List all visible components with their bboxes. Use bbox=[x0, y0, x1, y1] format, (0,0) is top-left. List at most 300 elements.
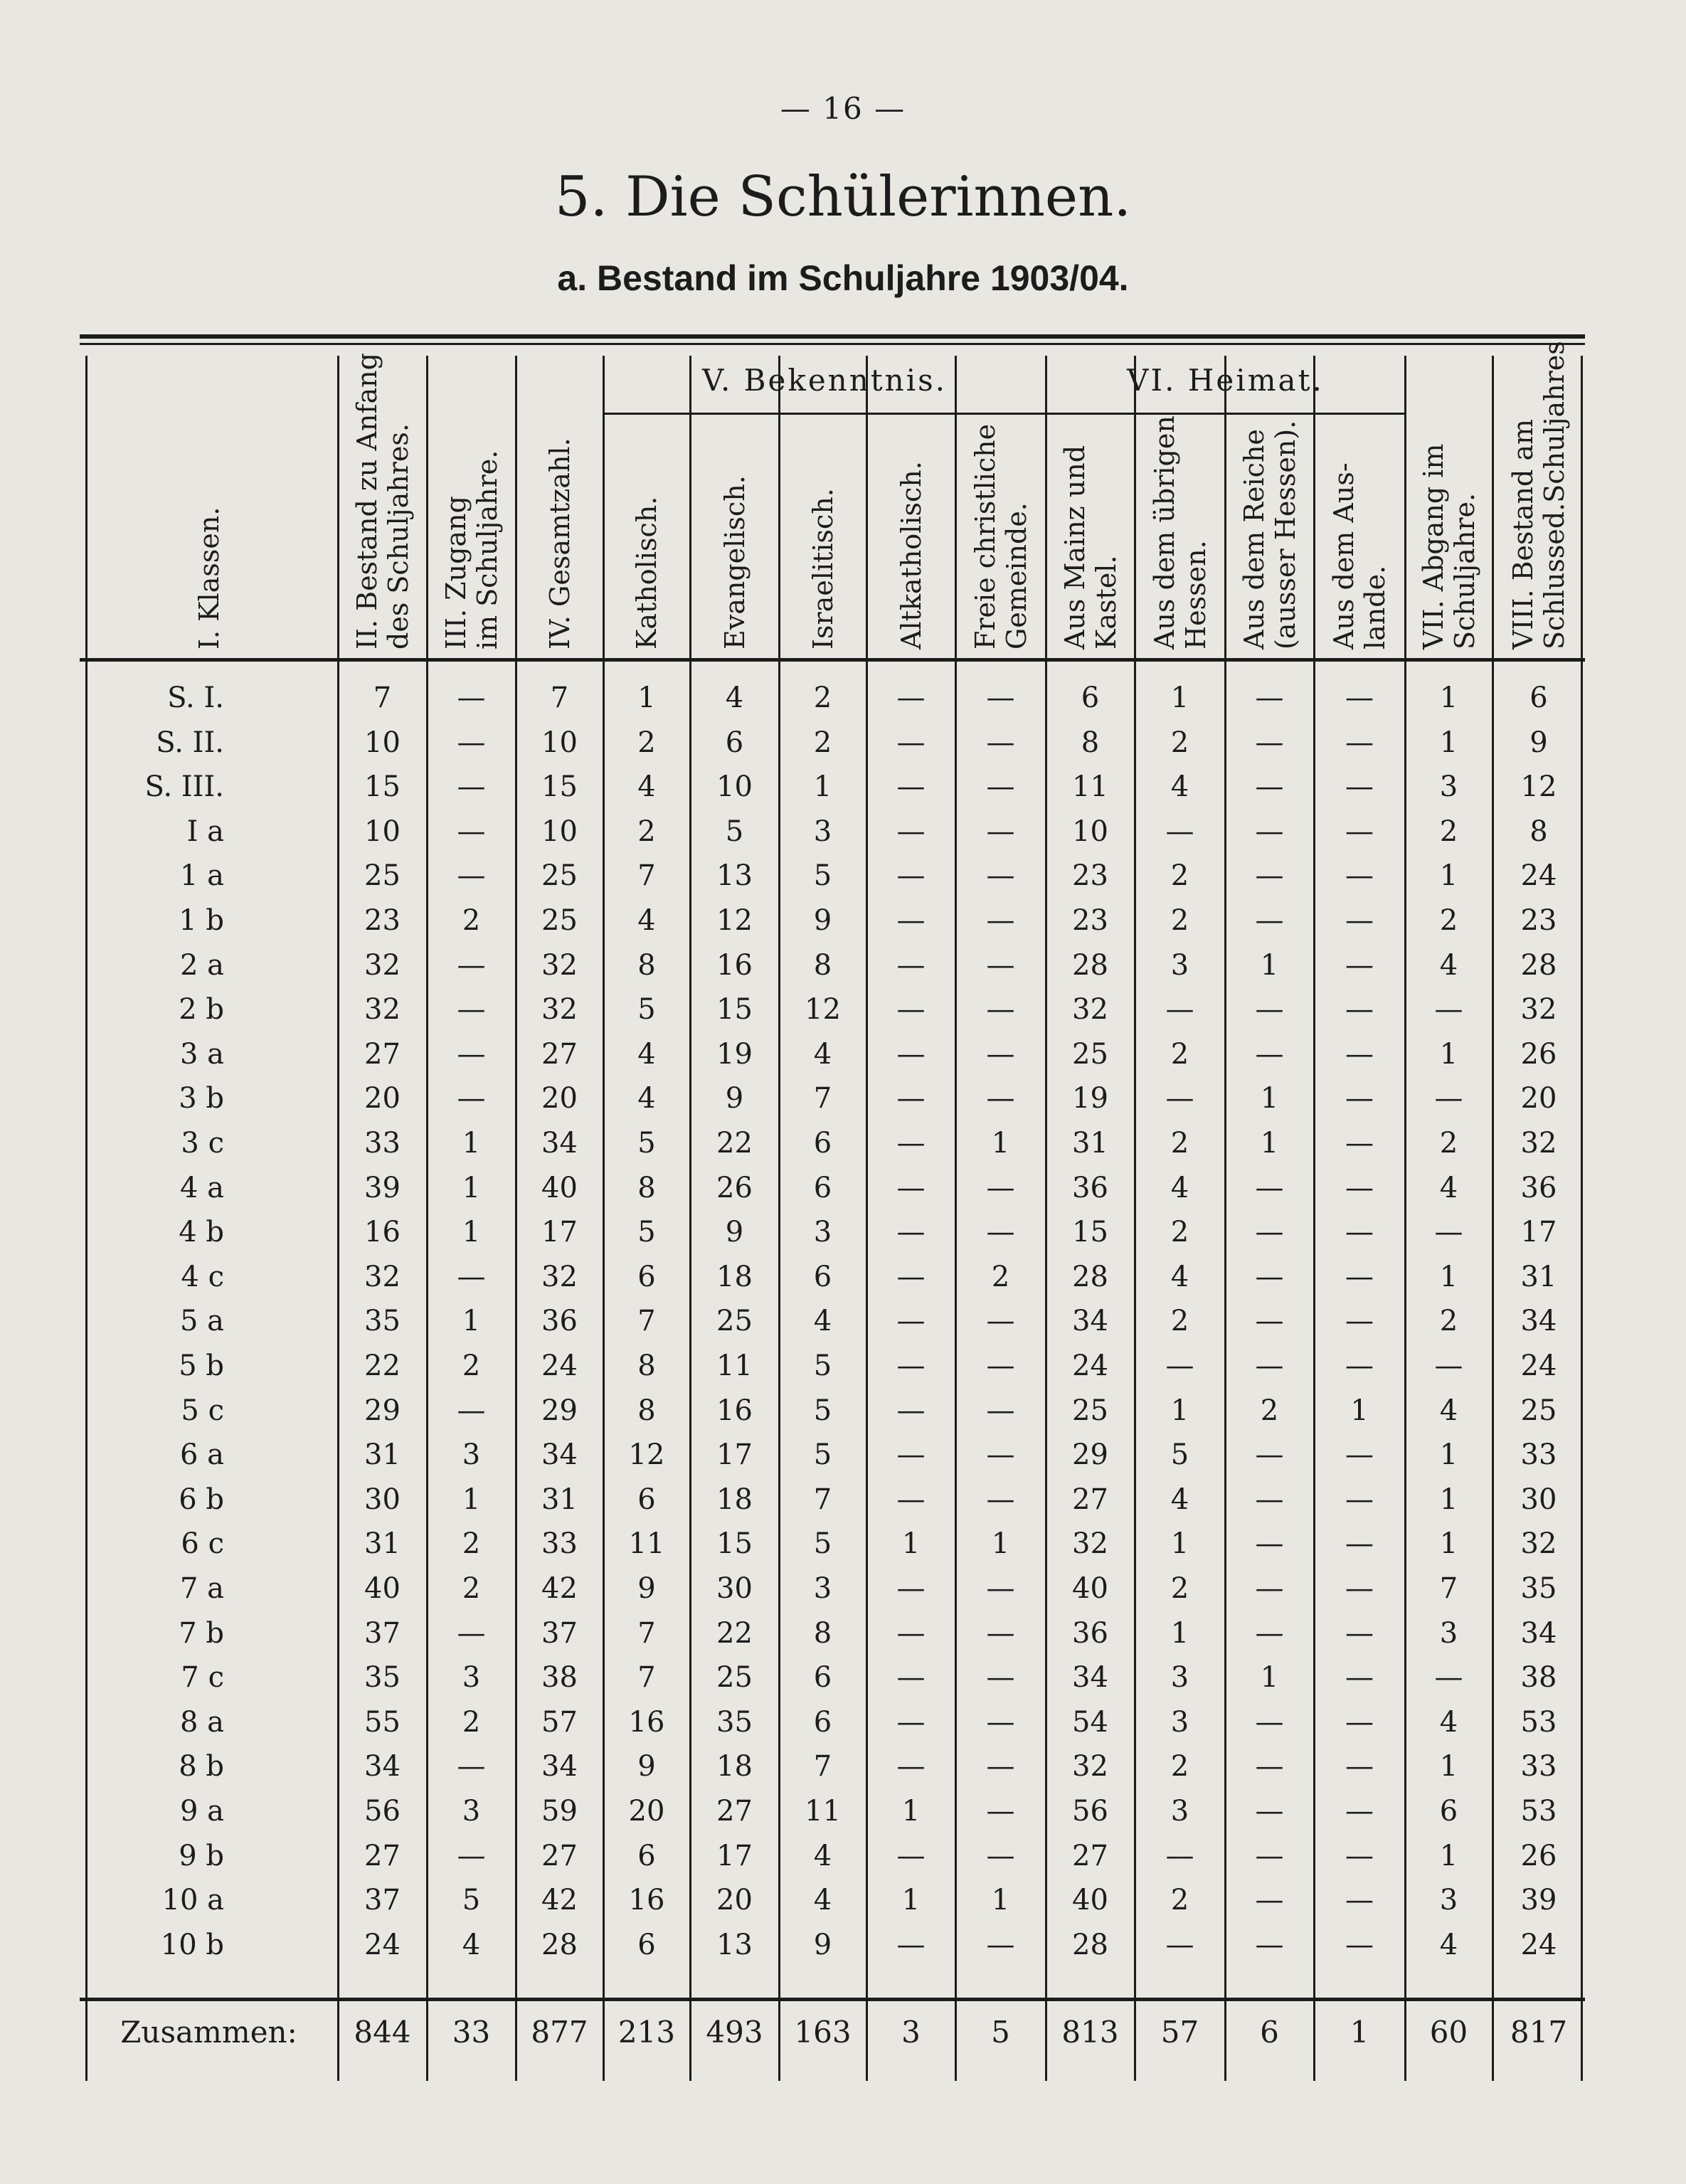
table-cell: 2 bbox=[637, 815, 656, 848]
table-cell: 24 bbox=[1520, 859, 1557, 893]
table-cell: 31 bbox=[1072, 1127, 1108, 1160]
table-cell: 9 bbox=[725, 1216, 744, 1249]
class-label: 4 b bbox=[179, 1216, 224, 1249]
class-label: 6 b bbox=[179, 1483, 224, 1516]
table-cell: 7 bbox=[550, 682, 569, 714]
table-cell: — bbox=[986, 1839, 1015, 1872]
table-cell: 7 bbox=[1439, 1572, 1458, 1605]
table-cell: 28 bbox=[541, 1928, 578, 1961]
table-cell: 32 bbox=[541, 1260, 578, 1293]
table-cell: 2 bbox=[1439, 1127, 1458, 1160]
table-cell: 1 bbox=[1350, 1394, 1369, 1427]
table-cell: 1 bbox=[1439, 682, 1458, 714]
table-cell: 25 bbox=[541, 904, 578, 937]
table-cell: 28 bbox=[1072, 1928, 1108, 1961]
table-cell: 2 bbox=[1170, 1216, 1189, 1249]
table-cell: 1 bbox=[1439, 859, 1458, 893]
table-cell: 4 bbox=[813, 1884, 832, 1917]
table-cell: 9 bbox=[637, 1750, 656, 1783]
table-cell: 4 bbox=[1170, 1171, 1189, 1204]
column-header: Aus dem übrigen bbox=[1148, 415, 1180, 650]
table-cell: 18 bbox=[716, 1260, 753, 1293]
header-rule bbox=[80, 658, 1585, 662]
table-cell: 7 bbox=[813, 1750, 832, 1783]
table-cell: 20 bbox=[716, 1884, 753, 1917]
table-cell: 5 bbox=[462, 1884, 481, 1917]
table-cell: 2 bbox=[1439, 904, 1458, 937]
top-rule-thin bbox=[80, 343, 1585, 345]
table-cell: — bbox=[1255, 682, 1284, 714]
table-cell: 32 bbox=[541, 948, 578, 982]
table-cell: 3 bbox=[813, 1572, 832, 1605]
table-cell: — bbox=[1345, 993, 1374, 1027]
table-cell: 3 bbox=[1170, 1661, 1189, 1695]
table-cell: — bbox=[896, 1572, 926, 1605]
table-cell: — bbox=[1165, 1928, 1194, 1961]
table-cell: — bbox=[1345, 1884, 1374, 1917]
table-cell: 2 bbox=[1170, 859, 1189, 893]
table-cell: 3 bbox=[813, 815, 832, 848]
table-cell: — bbox=[457, 682, 486, 714]
table-cell: — bbox=[986, 1082, 1015, 1115]
column-header: im Schuljahre. bbox=[471, 450, 503, 650]
table-cell: 8 bbox=[637, 1394, 656, 1427]
table-cell: 6 bbox=[813, 1260, 832, 1293]
table-cell: 2 bbox=[1170, 1884, 1189, 1917]
total-cell: 877 bbox=[531, 2015, 588, 2050]
table-cell: 10 bbox=[541, 726, 578, 759]
table-cell: 3 bbox=[1170, 1795, 1189, 1828]
table-cell: 35 bbox=[716, 1705, 753, 1739]
table-cell: 4 bbox=[637, 904, 656, 937]
group-title-bekenntnis: V. Bekenntnis. bbox=[701, 363, 948, 398]
total-cell: 57 bbox=[1160, 2015, 1199, 2050]
table-cell: 34 bbox=[1072, 1305, 1108, 1338]
table-cell: 4 bbox=[1439, 1928, 1458, 1961]
column-header: Freie christliche bbox=[969, 423, 1001, 650]
table-cell: 25 bbox=[1072, 1394, 1108, 1427]
table-cell: 34 bbox=[1520, 1616, 1557, 1650]
table-cell: 4 bbox=[1439, 948, 1458, 982]
table-cell: — bbox=[986, 859, 1015, 893]
table-cell: 6 bbox=[637, 1928, 656, 1961]
table-cell: 32 bbox=[1520, 1527, 1557, 1561]
table-cell: 2 bbox=[813, 682, 832, 714]
table-cell: — bbox=[1345, 904, 1374, 937]
table-cell: 4 bbox=[462, 1928, 481, 1961]
table-cell: — bbox=[896, 1082, 926, 1115]
table-cell: — bbox=[896, 1616, 926, 1650]
table-cell: — bbox=[986, 1394, 1015, 1427]
table-cell: — bbox=[986, 1705, 1015, 1739]
table-cell: 1 bbox=[462, 1483, 481, 1516]
column-header: II. Bestand zu Anfang bbox=[351, 353, 383, 650]
table-cell: 5 bbox=[637, 1216, 656, 1249]
column-header: des Schuljahres. bbox=[382, 423, 414, 650]
table-cell: 40 bbox=[1072, 1884, 1108, 1917]
table-cell: — bbox=[896, 1260, 926, 1293]
class-label: 8 a bbox=[179, 1705, 224, 1739]
table-cell: 55 bbox=[364, 1705, 401, 1739]
table-cell: 29 bbox=[1072, 1438, 1108, 1472]
section-title: 5. Die Schülerinnen. bbox=[554, 165, 1132, 229]
table-cell: — bbox=[986, 1037, 1015, 1071]
table-cell: 33 bbox=[541, 1527, 578, 1561]
class-label: 5 a bbox=[179, 1305, 224, 1338]
table-cell: — bbox=[1255, 1928, 1284, 1961]
table-cell: 35 bbox=[1520, 1572, 1557, 1605]
table-cell: 16 bbox=[628, 1705, 665, 1739]
table-cell: 4 bbox=[637, 1037, 656, 1071]
table-cell: 4 bbox=[813, 1037, 832, 1071]
class-label: 10 b bbox=[160, 1928, 224, 1961]
table-cell: 1 bbox=[1439, 1483, 1458, 1516]
table-cell: — bbox=[1345, 726, 1374, 759]
table-cell: 26 bbox=[1520, 1037, 1557, 1071]
table-cell: — bbox=[1255, 1795, 1284, 1828]
table-cell: — bbox=[1434, 1350, 1463, 1382]
table-cell: 6 bbox=[813, 1127, 832, 1160]
table-cell: 36 bbox=[1072, 1616, 1108, 1650]
table-cell: — bbox=[1255, 1350, 1284, 1382]
table-cell: 26 bbox=[1520, 1839, 1557, 1872]
table-cell: 34 bbox=[541, 1438, 578, 1472]
table-cell: 32 bbox=[1520, 993, 1557, 1027]
total-cell: 33 bbox=[452, 2015, 491, 2050]
table-cell: 4 bbox=[1439, 1171, 1458, 1204]
group-title-heimat: VI. Heimat. bbox=[1127, 363, 1324, 398]
table-cell: 53 bbox=[1520, 1795, 1557, 1828]
table-cell: 4 bbox=[637, 770, 656, 804]
table-cell: — bbox=[986, 1572, 1015, 1605]
table-cell: — bbox=[1345, 948, 1374, 982]
table-cell: 31 bbox=[364, 1438, 401, 1472]
table-cell: 32 bbox=[1520, 1127, 1557, 1160]
table-cell: 8 bbox=[637, 1171, 656, 1204]
table-cell: 32 bbox=[364, 948, 401, 982]
table-cell: 1 bbox=[1260, 1082, 1279, 1115]
total-cell: 1 bbox=[1350, 2015, 1369, 2050]
class-label: 4 c bbox=[181, 1260, 224, 1293]
class-label: 10 a bbox=[161, 1884, 224, 1917]
table-cell: 25 bbox=[1520, 1394, 1557, 1427]
table-cell: — bbox=[896, 904, 926, 937]
table-cell: — bbox=[986, 1483, 1015, 1516]
table-cell: — bbox=[986, 1928, 1015, 1961]
table-cell: 1 bbox=[1260, 1127, 1279, 1160]
table-cell: 24 bbox=[1520, 1350, 1557, 1382]
table-cell: 5 bbox=[1170, 1438, 1189, 1472]
table-cell: — bbox=[457, 1839, 486, 1872]
table-cell: 39 bbox=[1520, 1884, 1557, 1917]
table-cell: 31 bbox=[541, 1483, 578, 1516]
table-cell: 23 bbox=[1072, 904, 1108, 937]
table-cell: 56 bbox=[1072, 1795, 1108, 1828]
table-cell: 37 bbox=[364, 1616, 401, 1650]
table-cell: — bbox=[1345, 1661, 1374, 1695]
table-cell: 6 bbox=[813, 1171, 832, 1204]
table-cell: 27 bbox=[364, 1037, 401, 1071]
total-cell: 6 bbox=[1260, 2015, 1279, 2050]
table-cell: — bbox=[896, 1705, 926, 1739]
table-cell: 4 bbox=[1170, 770, 1189, 804]
table-cell: — bbox=[1345, 1750, 1374, 1783]
table-cell: 12 bbox=[1520, 770, 1557, 804]
table-cell: 30 bbox=[1520, 1483, 1557, 1516]
table-cell: 27 bbox=[1072, 1483, 1108, 1516]
table-cell: 5 bbox=[813, 1438, 832, 1472]
table-cell: 20 bbox=[628, 1795, 665, 1828]
table-cell: — bbox=[1255, 1305, 1284, 1338]
table-cell: 28 bbox=[1072, 1260, 1108, 1293]
table-cell: — bbox=[1345, 1082, 1374, 1115]
table-cell: 24 bbox=[541, 1350, 578, 1382]
table-cell: 1 bbox=[1439, 1750, 1458, 1783]
table-cell: 4 bbox=[813, 1305, 832, 1338]
page-number: — 16 — bbox=[780, 91, 906, 126]
table-cell: — bbox=[986, 1795, 1015, 1828]
table-cell: 28 bbox=[1072, 948, 1108, 982]
table-cell: 9 bbox=[725, 1082, 744, 1115]
column-header: IV. Gesamtzahl. bbox=[544, 438, 576, 650]
table-cell: 32 bbox=[364, 993, 401, 1027]
column-header: Aus dem Reiche bbox=[1238, 429, 1270, 650]
table-cell: 22 bbox=[716, 1127, 753, 1160]
class-label: 3 a bbox=[179, 1037, 224, 1071]
table-cell: 34 bbox=[541, 1750, 578, 1783]
table-cell: — bbox=[1255, 1750, 1284, 1783]
column-header: Aus Mainz und bbox=[1059, 445, 1091, 650]
column-header: Evangelisch. bbox=[719, 475, 751, 650]
table-cell: 1 bbox=[1170, 1616, 1189, 1650]
table-cell: 15 bbox=[364, 770, 401, 804]
table-cell: 40 bbox=[1072, 1572, 1108, 1605]
table-cell: 4 bbox=[637, 1082, 656, 1115]
class-label: 3 b bbox=[179, 1082, 224, 1115]
table-cell: 34 bbox=[1072, 1661, 1108, 1695]
table-cell: 31 bbox=[364, 1527, 401, 1561]
table-cell: — bbox=[457, 726, 486, 759]
table-cell: 19 bbox=[716, 1037, 753, 1071]
table-cell: 6 bbox=[637, 1483, 656, 1516]
class-label: S. I. bbox=[167, 682, 224, 714]
table-cell: 15 bbox=[716, 1527, 753, 1561]
table-cell: 5 bbox=[813, 859, 832, 893]
table-cell: 27 bbox=[541, 1839, 578, 1872]
table-cell: 6 bbox=[1439, 1795, 1458, 1828]
table-cell: 7 bbox=[637, 859, 656, 893]
table-cell: 1 bbox=[462, 1127, 481, 1160]
table-cell: 42 bbox=[541, 1884, 578, 1917]
table-cell: 35 bbox=[364, 1305, 401, 1338]
table-cell: 15 bbox=[541, 770, 578, 804]
table-cell: — bbox=[986, 1616, 1015, 1650]
class-label: 6 a bbox=[179, 1438, 224, 1472]
table-cell: 33 bbox=[364, 1127, 401, 1160]
table-cell: 56 bbox=[364, 1795, 401, 1828]
table-cell: 27 bbox=[716, 1795, 753, 1828]
table-cell: — bbox=[1345, 682, 1374, 714]
table-cell: — bbox=[1165, 993, 1194, 1027]
table-cell: 12 bbox=[805, 993, 841, 1027]
table-cell: — bbox=[986, 1661, 1015, 1695]
table-cell: 3 bbox=[462, 1661, 481, 1695]
table-cell: — bbox=[1255, 1037, 1284, 1071]
table-cell: 9 bbox=[813, 1928, 832, 1961]
table-cell: — bbox=[986, 1216, 1015, 1249]
total-cell: 60 bbox=[1429, 2015, 1468, 2050]
table-cell: 2 bbox=[462, 1527, 481, 1561]
table-cell: — bbox=[986, 993, 1015, 1027]
table-cell: 2 bbox=[1170, 726, 1189, 759]
table-cell: 5 bbox=[813, 1350, 832, 1382]
column-header: Kastel. bbox=[1090, 555, 1122, 650]
class-label: 1 a bbox=[179, 859, 224, 893]
table-cell: — bbox=[896, 1216, 926, 1249]
table-cell: 5 bbox=[637, 993, 656, 1027]
table-cell: 12 bbox=[628, 1438, 665, 1472]
table-cell: 11 bbox=[628, 1527, 665, 1561]
table-cell: — bbox=[1345, 1795, 1374, 1828]
table-cell: — bbox=[457, 1260, 486, 1293]
table-cell: — bbox=[896, 1750, 926, 1783]
table-cell: — bbox=[1255, 1438, 1284, 1472]
table-cell: — bbox=[986, 682, 1015, 714]
class-label: 2 b bbox=[179, 993, 224, 1027]
table-cell: — bbox=[1345, 1705, 1374, 1739]
table-cell: — bbox=[1255, 1260, 1284, 1293]
table-cell: — bbox=[1165, 1082, 1194, 1115]
table-cell: 2 bbox=[1170, 904, 1189, 937]
table-cell: 6 bbox=[813, 1705, 832, 1739]
table-cell: 3 bbox=[1439, 770, 1458, 804]
table-cell: — bbox=[1255, 770, 1284, 804]
table-cell: — bbox=[896, 682, 926, 714]
table-cell: 11 bbox=[805, 1795, 841, 1828]
table-cell: 19 bbox=[1072, 1082, 1108, 1115]
table-cell: 2 bbox=[1439, 815, 1458, 848]
table-cell: 1 bbox=[991, 1884, 1010, 1917]
table-cell: 16 bbox=[364, 1216, 401, 1249]
table-cell: 8 bbox=[637, 1350, 656, 1382]
table-cell: 6 bbox=[637, 1260, 656, 1293]
table-cell: 1 bbox=[637, 682, 656, 714]
table-cell: 7 bbox=[813, 1082, 832, 1115]
table-cell: 23 bbox=[1072, 859, 1108, 893]
table-cell: 22 bbox=[364, 1350, 401, 1382]
table-cell: — bbox=[1434, 993, 1463, 1027]
table-cell: — bbox=[896, 1839, 926, 1872]
table-cell: 2 bbox=[1170, 1750, 1189, 1783]
column-header: Schlussed.Schuljahres. bbox=[1539, 332, 1570, 650]
table-cell: 6 bbox=[637, 1839, 656, 1872]
table-cell: 6 bbox=[1529, 682, 1548, 714]
table-cell: 40 bbox=[364, 1572, 401, 1605]
table-cell: — bbox=[1255, 993, 1284, 1027]
class-label: 7 a bbox=[179, 1572, 224, 1605]
table-cell: 30 bbox=[364, 1483, 401, 1516]
table-cell: — bbox=[1255, 1572, 1284, 1605]
table-cell: 5 bbox=[637, 1127, 656, 1160]
table-cell: — bbox=[896, 1305, 926, 1338]
table-cell: — bbox=[1255, 1483, 1284, 1516]
table-cell: 16 bbox=[628, 1884, 665, 1917]
class-label: S. II. bbox=[156, 726, 224, 759]
table-cell: 2 bbox=[462, 904, 481, 937]
table-cell: 3 bbox=[462, 1795, 481, 1828]
table-cell: — bbox=[896, 815, 926, 848]
table-cell: — bbox=[457, 770, 486, 804]
table-cell: 1 bbox=[462, 1305, 481, 1338]
table-cell: 26 bbox=[716, 1171, 753, 1204]
table-cell: 6 bbox=[1081, 682, 1100, 714]
table-cell: 6 bbox=[725, 726, 744, 759]
table-cell: 6 bbox=[813, 1661, 832, 1695]
table-cell: — bbox=[986, 770, 1015, 804]
table-cell: 22 bbox=[716, 1616, 753, 1650]
table-cell: 2 bbox=[813, 726, 832, 759]
table-cell: — bbox=[896, 1037, 926, 1071]
table-cell: 8 bbox=[813, 948, 832, 982]
table-cell: — bbox=[457, 859, 486, 893]
table-cell: 17 bbox=[716, 1438, 753, 1472]
table-cell: — bbox=[896, 948, 926, 982]
table-cell: 33 bbox=[1520, 1438, 1557, 1472]
column-header: I. Klassen. bbox=[193, 507, 225, 650]
column-header: (ausser Hessen). bbox=[1269, 420, 1301, 650]
table-cell: 23 bbox=[1520, 904, 1557, 937]
class-label: 1 b bbox=[179, 904, 224, 937]
table-cell: 1 bbox=[991, 1127, 1010, 1160]
table-cell: 3 bbox=[813, 1216, 832, 1249]
table-cell: — bbox=[896, 726, 926, 759]
table-cell: — bbox=[1255, 1171, 1284, 1204]
table-cell: 16 bbox=[716, 1394, 753, 1427]
table-cell: 1 bbox=[901, 1884, 921, 1917]
table-cell: — bbox=[457, 1082, 486, 1115]
table-cell: 2 bbox=[462, 1350, 481, 1382]
table-cell: 4 bbox=[813, 1839, 832, 1872]
table-cell: 1 bbox=[1170, 682, 1189, 714]
table-cell: 10 bbox=[541, 815, 578, 848]
table-cell: 25 bbox=[716, 1661, 753, 1695]
table-cell: 2 bbox=[1170, 1037, 1189, 1071]
table-cell: 13 bbox=[716, 1928, 753, 1961]
table-cell: 2 bbox=[462, 1705, 481, 1739]
table-cell: 1 bbox=[1170, 1394, 1189, 1427]
table-cell: 34 bbox=[541, 1127, 578, 1160]
table-cell: — bbox=[1345, 1839, 1374, 1872]
table-cell: 5 bbox=[725, 815, 744, 848]
table-cell: 25 bbox=[1072, 1037, 1108, 1071]
table-cell: — bbox=[896, 1483, 926, 1516]
table-cell: 32 bbox=[1072, 993, 1108, 1027]
table-cell: — bbox=[1165, 1350, 1194, 1382]
table-cell: — bbox=[1434, 1082, 1463, 1115]
table-cell: 37 bbox=[541, 1616, 578, 1650]
column-header: Schuljahre. bbox=[1448, 492, 1480, 650]
table-cell: 37 bbox=[364, 1884, 401, 1917]
table-cell: — bbox=[1345, 1127, 1374, 1160]
table-cell: — bbox=[896, 1350, 926, 1382]
table-cell: 29 bbox=[364, 1394, 401, 1427]
total-label: Zusammen: bbox=[120, 2015, 297, 2050]
total-cell: 213 bbox=[617, 2015, 676, 2050]
table-cell: — bbox=[896, 859, 926, 893]
table-cell: 1 bbox=[1439, 1260, 1458, 1293]
table-cell: 34 bbox=[1520, 1305, 1557, 1338]
table-cell: — bbox=[1345, 1216, 1374, 1249]
